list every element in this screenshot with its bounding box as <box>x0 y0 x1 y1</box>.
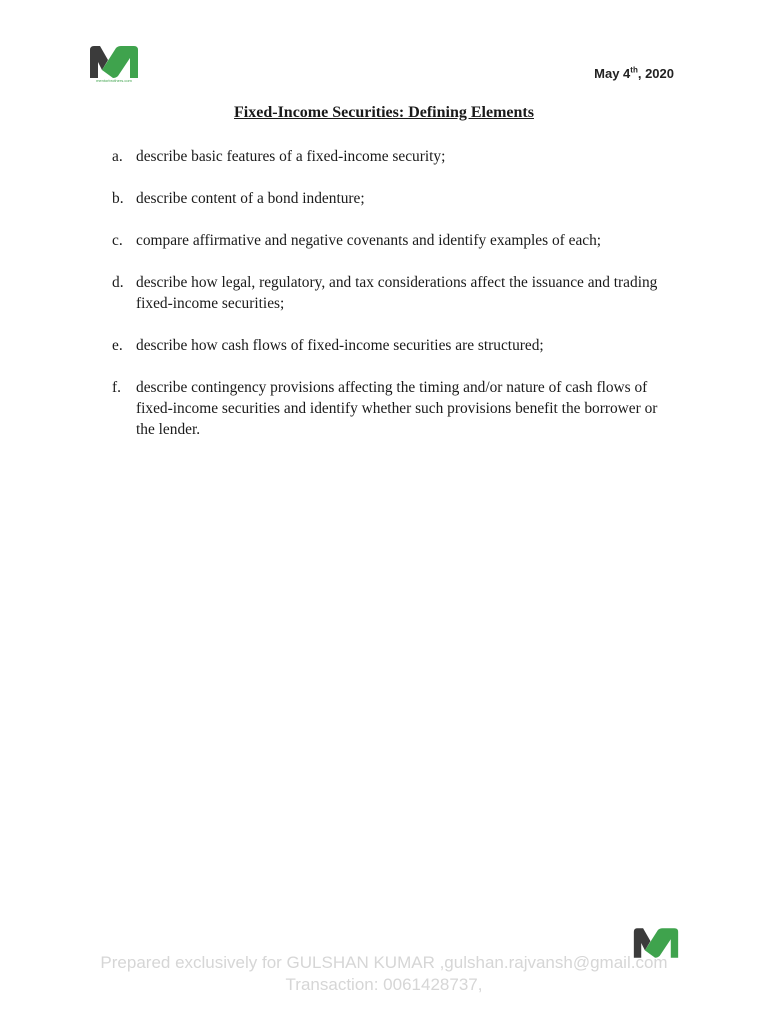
list-item <box>112 377 672 440</box>
list-item-text: describe content of a bond indenture; <box>136 190 365 207</box>
footer-watermark <box>0 952 768 996</box>
list-item <box>112 272 672 314</box>
footer-line-1: Prepared exclusively for GULSHAN KUMAR ,gulshan.rajvansh@gmail.com <box>100 953 668 972</box>
list-item <box>112 188 672 209</box>
list-item-text: describe basic features of a fixed-income security; <box>136 148 446 165</box>
list-item-marker: e. <box>112 337 123 354</box>
logo-icon <box>88 44 140 84</box>
list-item <box>112 146 672 167</box>
list-item-marker: c. <box>112 232 123 249</box>
objectives-list <box>112 146 672 461</box>
list-item-text: describe contingency provisions affecting the timing and/or nature of cash flows of fixed-income securities and identify whether such provisions benefit the borrower or the lender. <box>136 379 658 438</box>
list-item <box>112 335 672 356</box>
list-item-marker: b. <box>112 190 124 207</box>
logo-tagline: mentorbrothers.com <box>96 78 132 83</box>
list-item <box>112 230 672 251</box>
list-item-marker: f. <box>112 379 121 396</box>
document-date: May 4th, 2020 <box>594 65 674 81</box>
list-item-text: compare affirmative and negative covenants and identify examples of each; <box>136 232 602 249</box>
footer-line-2: Transaction: 0061428737, <box>285 975 483 994</box>
list-item-text: describe how cash flows of fixed-income securities are structured; <box>136 337 544 354</box>
page-title: Fixed-Income Securities: Defining Elements <box>234 104 534 121</box>
list-item-marker: a. <box>112 148 123 165</box>
list-item-text: describe how legal, regulatory, and tax considerations affect the issuance and trading fixed-income securities; <box>136 274 658 312</box>
list-item-marker: d. <box>112 274 124 291</box>
